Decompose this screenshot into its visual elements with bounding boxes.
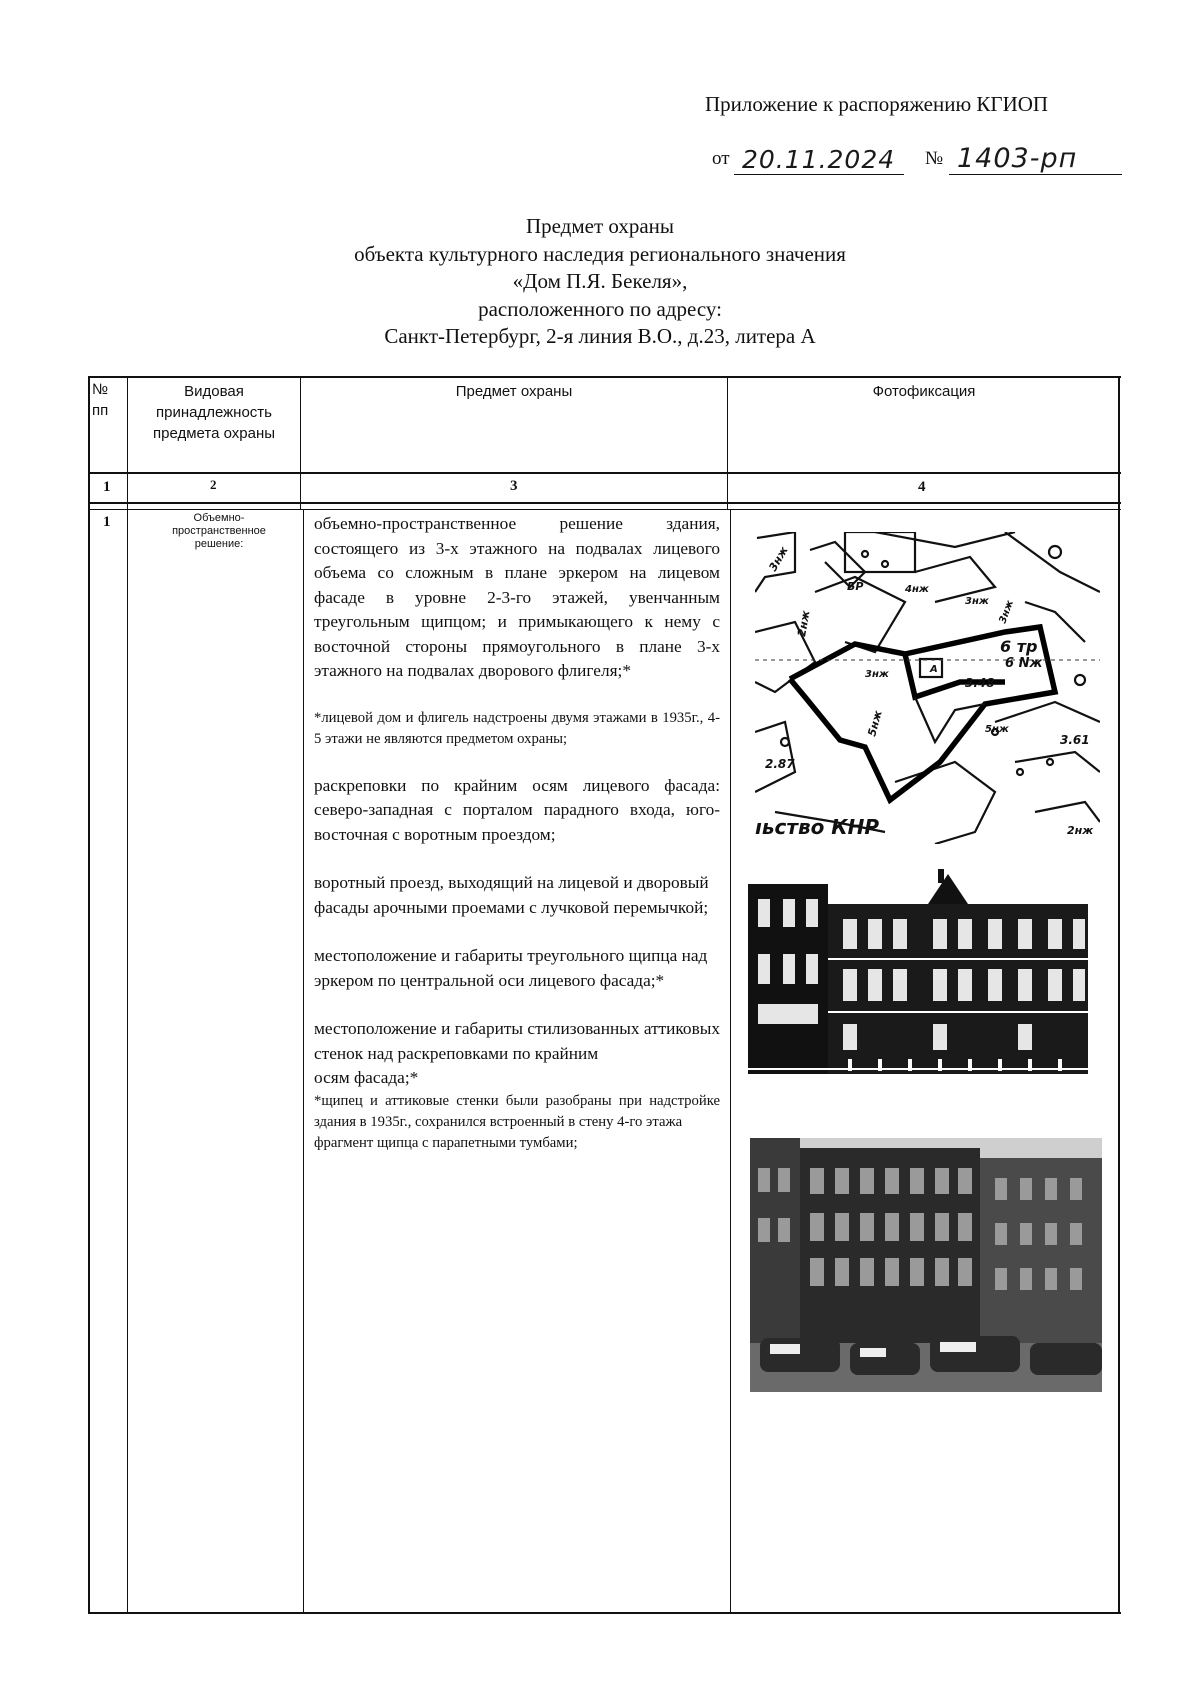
- subject-note: *лицевой дом и флигель надстроены двумя этажами в 1935г., 4-5 этажи не являются предметом охраны;: [314, 709, 720, 747]
- map-label: 5нж: [985, 724, 1009, 735]
- column-number: 1: [103, 479, 111, 495]
- column-divider: [303, 509, 304, 1614]
- type-text: решение:: [194, 538, 244, 550]
- map-label: 3нж: [865, 669, 889, 680]
- note-text: *щипец и аттиковые стенки были разобраны при надстройке здания в 1935г., сохранился встроенный в стену 4-го этажа: [314, 1092, 720, 1130]
- map-label: 3.48: [965, 676, 995, 690]
- column-number: 2: [210, 477, 217, 492]
- header-text: принадлежность: [156, 404, 272, 421]
- column-number: 4: [918, 479, 926, 495]
- type-text: пространственное: [172, 525, 266, 537]
- map-label: 6 тр: [1000, 637, 1038, 656]
- subject-paragraph: раскреповки по крайним осям лицевого фасада: северо-западная с порталом парадного входа, юго-восточная с воротным проездом;: [314, 775, 720, 844]
- order-number-label: №: [925, 148, 944, 169]
- row-type: [134, 512, 304, 551]
- header-col-number: [92, 379, 126, 421]
- row-number: 1: [103, 514, 111, 530]
- map-label: 2.87: [765, 757, 795, 771]
- order-number-underline: [949, 174, 1122, 175]
- table-divider: [88, 472, 1121, 474]
- facade-photo-drawing: [748, 864, 1103, 1084]
- title-line: Санкт-Петербург, 2-я линия В.О., д.23, литера А: [384, 324, 816, 348]
- subject-text: осям фасада;*: [314, 1068, 419, 1087]
- subject-paragraph: объемно-пространственное решение здания, состоящего из 3-х этажного на подвалах лицевого объема со сложным в плане эркером на лицевом фасаде в уровне 2-3-го этажей, увенчанным треугольным щипцом; и примыкающего к нему с восточной стороны прямоугольного в плане 3-х этажного на подвалах дворового флигеля;*: [314, 514, 720, 680]
- subject-note: [314, 1091, 720, 1154]
- table-border-right: [1118, 376, 1120, 1614]
- table-divider: [88, 502, 1121, 504]
- column-divider: [127, 376, 128, 1614]
- table-border-left: [88, 376, 90, 1614]
- map-label: БР: [847, 580, 864, 593]
- map-drawing: [755, 532, 1100, 844]
- map-label: А: [930, 664, 938, 675]
- header-col-photo: Фотофиксация: [872, 383, 976, 400]
- order-date-underline: [734, 174, 904, 175]
- map-label: 3нж: [965, 596, 989, 607]
- header-col-subject: Предмет охраны: [455, 383, 573, 400]
- order-number: 1403-рп: [957, 143, 1078, 174]
- appendix-title: Приложение к распоряжению КГИОП: [705, 92, 1049, 116]
- header-col-type: [130, 381, 298, 444]
- subject-text: местоположение и габариты стилизованных аттиковых стенок над раскреповками по крайним: [314, 1019, 720, 1063]
- map-label: 2нж: [795, 609, 813, 638]
- map-label: 5нж: [865, 709, 885, 738]
- subject-paragraph: [314, 1017, 720, 1091]
- header-text: Видовая: [184, 383, 244, 400]
- column-number: 3: [510, 478, 518, 494]
- column-divider: [730, 509, 731, 1614]
- title-line: «Дом П.Я. Бекеля»,: [512, 269, 688, 293]
- map-label: ıьство КНР: [755, 815, 880, 839]
- title-line: расположенного по адресу:: [478, 296, 722, 321]
- table-border-top: [88, 376, 1121, 378]
- street-photo-drawing: [750, 1138, 1102, 1392]
- subject-paragraph: воротный проезд, выходящий на лицевой и дворовый фасады арочными проемами с лучковой перемычкой;: [314, 873, 709, 917]
- table-divider: [88, 509, 1121, 510]
- map-label: 3нж: [997, 598, 1016, 626]
- title-line: Предмет охраны: [525, 214, 675, 238]
- map-label: 3.61: [1060, 733, 1090, 747]
- title-line: объекта культурного наследия регионального значения: [354, 241, 846, 266]
- map-label: 2нж: [1067, 824, 1094, 837]
- header-text: предмета охраны: [152, 425, 276, 442]
- subject-paragraph: местоположение и габариты треугольного щипца над эркером по центральной оси лицевого фасада;*: [314, 946, 708, 990]
- order-reference: [712, 140, 1132, 176]
- header-text: пп: [92, 402, 109, 419]
- order-from-label: от: [712, 148, 730, 169]
- document-title: [200, 213, 1000, 351]
- row-subject: [314, 512, 720, 1154]
- site-plan-map: [755, 532, 1100, 844]
- header-text: №: [92, 381, 109, 398]
- facade-photo-1: [748, 864, 1103, 1084]
- column-divider: [727, 376, 728, 509]
- type-text: Объемно-: [193, 512, 245, 524]
- table-border-bottom: [88, 1612, 1121, 1614]
- map-label: 4нж: [905, 584, 929, 595]
- map-label: 3нж: [766, 544, 791, 574]
- note-text: фрагмент щипца с парапетными тумбами;: [314, 1134, 578, 1151]
- facade-photo-2: [750, 1138, 1102, 1392]
- order-date: 20.11.2024: [742, 145, 896, 174]
- map-label: 6 Nж: [1005, 656, 1043, 671]
